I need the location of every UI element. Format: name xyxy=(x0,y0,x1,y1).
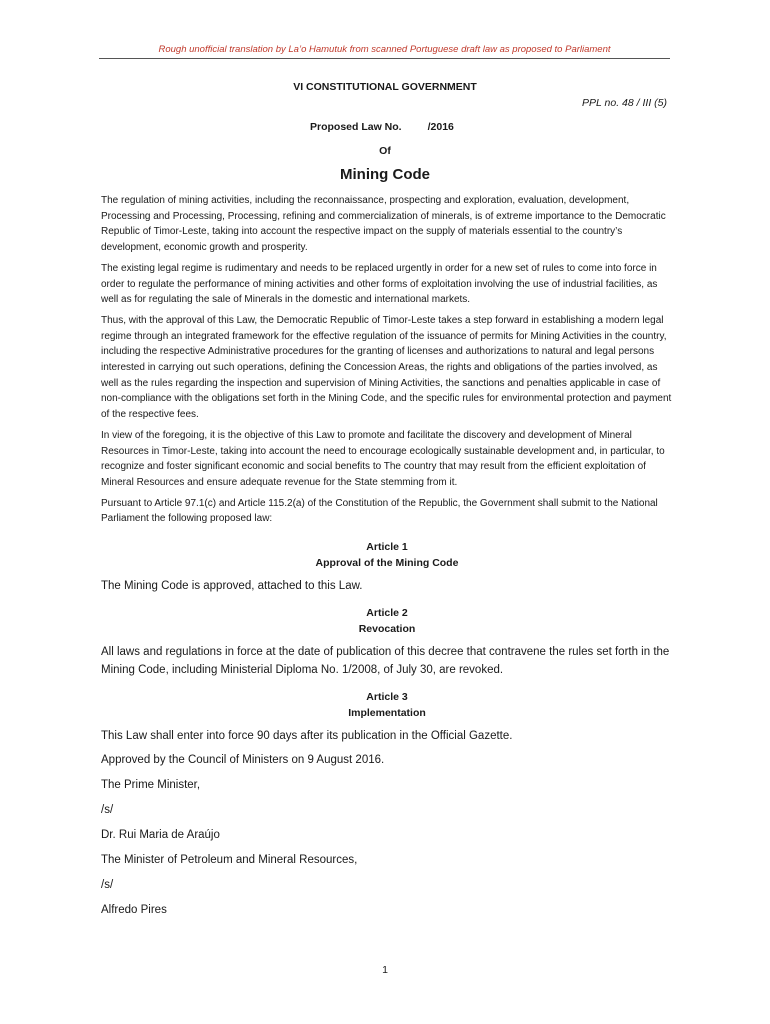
minister-name: Alfredo Pires xyxy=(101,904,167,917)
article-2-number: Article 2 xyxy=(366,607,408,620)
preamble-paragraph: Thus, with the approval of this Law, the Democratic Republic of Timor-Leste takes a step forward in establishing a modern legal regime through an integrated framework for the effective regulation of the issuance of permits for Mining Activities in the country, including the respective Administrative procedures for the granting of licenses and authorizations to natural and legal persons interested in carrying out such operations, defining the Concession Areas, the rights and obligations of the parties involved, as well as the rules regarding the inspection and supervision of Mining Activities, the sanctions and penalties applicable in case of non-compliance with the obligations set forth in the Mining Code, and the specific rules for environmental protection and payment of the respective fees. xyxy=(101,314,672,421)
minister-label: The Minister of Petroleum and Mineral Resources, xyxy=(101,854,358,867)
article-2-text: All laws and regulations in force at the date of publication of this decree that contravene the rules set forth in the Mining Code, including Ministerial Diploma No. 1/2008, of July 30, are revoked. xyxy=(101,646,670,677)
proposed-law-line xyxy=(310,121,454,133)
article-1-text: The Mining Code is approved, attached to this Law. xyxy=(101,580,363,593)
proposed-law-label: Proposed Law No. xyxy=(310,121,402,133)
prime-minister-name: Dr. Rui Maria de Araújo xyxy=(101,829,220,842)
article-3-text: This Law shall enter into force 90 days after its publication in the Official Gazette. xyxy=(101,730,513,743)
government-heading: VI CONSTITUTIONAL GOVERNMENT xyxy=(293,81,477,93)
page-number: 1 xyxy=(382,964,388,976)
article-1-number: Article 1 xyxy=(366,541,408,554)
article-1-title: Approval of the Mining Code xyxy=(315,557,459,570)
document-title: Mining Code xyxy=(340,166,430,183)
preamble-paragraph: The existing legal regime is rudimentary and needs to be replaced urgently in order for a new set of rules to come into force in order to regulate the performance of mining activities and other forms of exploitation involving the use of industrial facilities, as well as for regulating the sale of Minerals in the domestic and international markets. xyxy=(101,262,658,306)
document-body xyxy=(101,193,673,926)
signature-mark: /s/ xyxy=(101,804,114,817)
article-3-title: Implementation xyxy=(348,707,426,720)
proposed-law-year: /2016 xyxy=(427,121,454,133)
article-2-title: Revocation xyxy=(358,623,416,636)
translation-header-note: Rough unofficial translation by La’o Hamutuk from scanned Portuguese draft law as proposed to Parliament xyxy=(99,44,670,59)
article-3-number: Article 3 xyxy=(366,691,408,704)
preamble-paragraph: In view of the foregoing, it is the objective of this Law to promote and facilitate the discovery and development of Mineral Resources in Timor-Leste, taking into account the need to encourage ecologically sustainable development and, in particular, to recognize and foster significant economic and social benefits to The country that may result from the efficient exploitation of Mineral Resources and ensure adequate revenue for the State stemming from it. xyxy=(101,429,665,488)
ppl-number: PPL no. 48 / III (5) xyxy=(581,97,667,109)
preamble-paragraph: Pursuant to Article 97.1(c) and Article 115.2(a) of the Constitution of the Republic, the Government shall submit to the National Parliament the following proposed law: xyxy=(101,497,658,525)
preamble-paragraph: The regulation of mining activities, including the reconnaissance, prospecting and exploration, evaluation, development, Processing and Processing, Processing, refining and commercialization of minerals, is of extreme importance to the Democratic Republic of Timor-Leste, taking into account the respective impact on the supply of materials essential to the country’s development, economic growth and prosperity. xyxy=(101,195,666,254)
approval-statement: Approved by the Council of Ministers on 9 August 2016. xyxy=(101,754,385,767)
signature-mark: /s/ xyxy=(101,879,114,892)
of-label: Of xyxy=(379,145,391,157)
prime-minister-label: The Prime Minister, xyxy=(101,779,201,792)
